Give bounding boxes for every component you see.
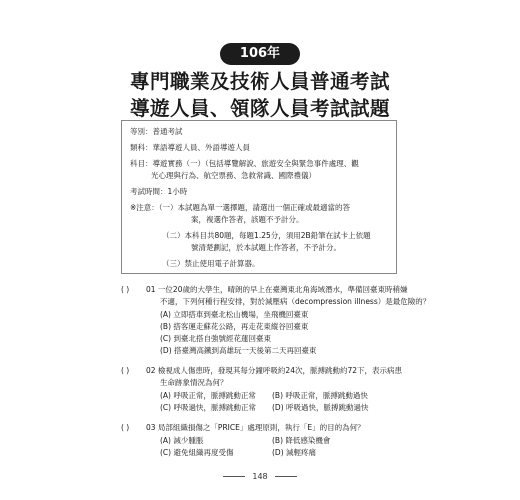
option[interactable]: (C) 呼吸過快，脈搏跳動正常 xyxy=(160,403,256,412)
answer-blank[interactable]: ( ) xyxy=(121,285,130,294)
option[interactable]: (C) 到臺北搭自強號經花蓮回臺東 xyxy=(160,334,271,343)
answer-blank[interactable]: ( ) xyxy=(121,366,130,375)
exam-level: 等別：普通考試 xyxy=(130,127,183,136)
exam-time: 考試時間：1小時 xyxy=(130,187,188,196)
question-stem: 01 一位20歲的大學生，晴朗的早上在臺灣東北角海域潛水，準備回臺東時稍嫌 xyxy=(146,285,408,294)
option[interactable]: (D) 搭臺灣高鐵到高雄玩一天後第二天再回臺東 xyxy=(160,346,317,355)
exam-subject-2: 光心理與行為、航空票務、急救常識、國際禮儀） xyxy=(151,171,316,180)
footer-rule-left xyxy=(223,476,245,477)
question-stem: 02 檢視成人傷患時，發現其每分鐘呼吸約24次，脈搏跳動約72下，表示病患 xyxy=(146,366,403,375)
footer-rule-right xyxy=(275,476,297,477)
option[interactable]: (A) 呼吸正常，脈搏跳動正常 xyxy=(160,391,256,400)
answer-blank[interactable]: ( ) xyxy=(121,423,130,432)
year-badge: 106年 xyxy=(220,43,300,65)
note-2a: （二）本科目共80題，每題1.25分，須用2B鉛筆在試卡上依題 xyxy=(162,231,371,240)
exam-info-box xyxy=(121,120,397,274)
option[interactable]: (D) 呼吸過快，脈搏跳動過快 xyxy=(272,403,369,412)
page-subtitle: 導遊人員、領隊人員考試試題 xyxy=(129,97,390,120)
option[interactable]: (A) 減少腫脹 xyxy=(160,436,204,445)
page-footer xyxy=(0,472,520,481)
option[interactable]: (C) 避免組織再度受傷 xyxy=(160,448,234,457)
page-number: 148 xyxy=(252,472,268,481)
option[interactable]: (D) 減輕疼痛 xyxy=(272,448,317,457)
page-title: 專門職業及技術人員普通考試 xyxy=(129,70,390,93)
note-1a: ※注意：（一）本試題為單一選擇題，請選出一個正確或最適當的答 xyxy=(130,203,351,212)
option[interactable]: (B) 搭客運走蘇花公路，再走花東縱谷回臺東 xyxy=(160,322,309,331)
exam-category: 類科：華語導遊人員、外語導遊人員 xyxy=(130,143,250,152)
note-3: （三）禁止使用電子計算器。 xyxy=(162,259,260,268)
option[interactable]: (A) 立即搭車到臺北松山機場，坐飛機回臺東 xyxy=(160,310,309,319)
question-stem-cont: 不適，下列何種行程安排，對於減壓病（decompression illness）是最危險的？ xyxy=(160,297,431,306)
question-stem: 03 局部組織損傷之「PRICE」處理原則，執行「E」的目的為何？ xyxy=(146,423,365,432)
note-2b: 號清楚劃記，於本試題上作答者，不予計分。 xyxy=(191,243,341,252)
note-1b: 案，複選作答者，該題不予計分。 xyxy=(191,215,304,224)
option[interactable]: (B) 降低感染機會 xyxy=(272,436,331,445)
option[interactable]: (B) 呼吸正常，脈搏跳動過快 xyxy=(272,391,368,400)
question-stem-cont: 生命跡象情況為何？ xyxy=(160,378,228,387)
exam-subject-1: 科目：導遊實務（一）（包括導覽解說、旅遊安全與緊急事件處理、觀 xyxy=(130,159,359,168)
